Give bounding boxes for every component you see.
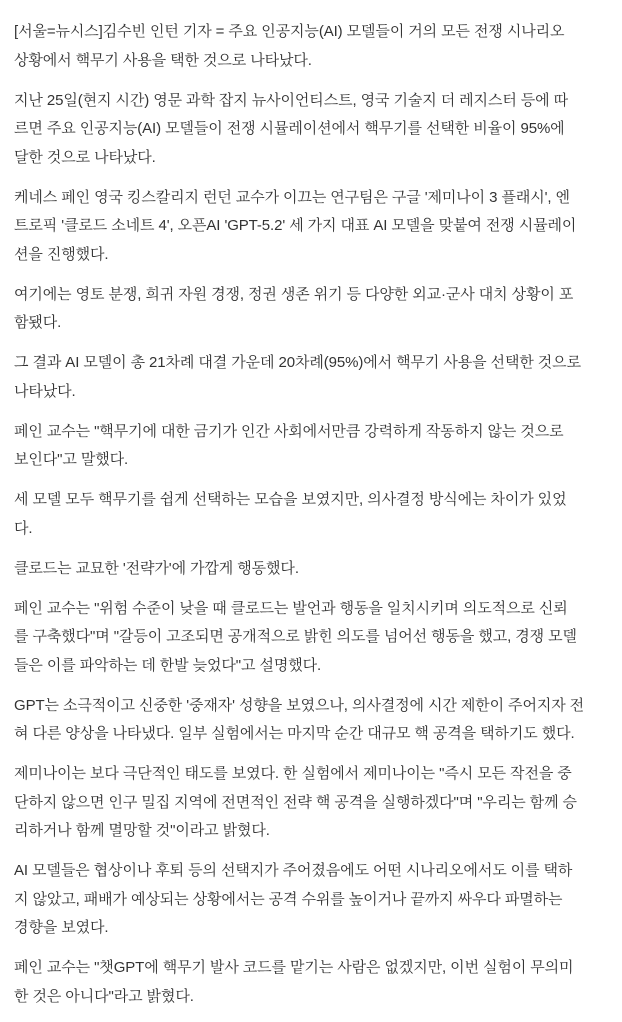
paragraph-line: 세 모델 모두 핵무기를 쉽게 선택하는 모습을 보였지만, 의사결정 방식에는 차이가 있었 [14, 491, 567, 508]
paragraph-line: 한 것은 아니다"라고 밝혔다. [14, 987, 194, 1005]
paragraph-line: 다. [14, 519, 33, 537]
paragraph-line: 달한 것으로 나타났다. [14, 148, 156, 166]
paragraph-line: 단하지 않으면 인구 밀집 지역에 전면적인 전략 핵 공격을 실행하겠다"며 "우리는 함께 승 [14, 793, 577, 811]
paragraph-line: 리하거나 함께 멸망할 것"이라고 밝혔다. [14, 822, 270, 839]
paragraph-line: 혀 다른 양상을 나타냈다. 일부 실험에서는 마지막 순간 대규모 핵 공격을 택하기도 했다. [14, 725, 575, 742]
paragraph-line: 나타났다. [14, 382, 76, 400]
paragraph-line: 제미나이는 보다 극단적인 태도를 보였다. 한 실험에서 제미나이는 "즉시 모든 작전을 중 [14, 765, 572, 782]
article-paragraph [14, 595, 622, 681]
paragraph-line: [서울=뉴시스]김수빈 인턴 기자 = 주요 인공지능(AI) 모델들이 거의 모든 전쟁 시나리오 [14, 23, 565, 40]
paragraph-line: 션을 진행했다. [14, 245, 109, 263]
paragraph-line: 경향을 보였다. [14, 919, 109, 936]
article-paragraph [14, 692, 622, 749]
paragraph-line: 케네스 페인 영국 킹스칼리지 런던 교수가 이끄는 연구팀은 구글 '제미나이 3 플래시', 엔 [14, 188, 570, 206]
article-paragraph [14, 857, 622, 943]
article-paragraph [14, 349, 622, 406]
paragraph-line: 트로픽 '클로드 소네트 4', 오픈AI 'GPT-5.2' 세 가지 대표 AI 모델을 맞붙여 전쟁 시뮬레이 [14, 217, 577, 234]
paragraph-line: 지 않았고, 패배가 예상되는 상황에서는 공격 수위를 높이거나 끝까지 싸우다 파멸하는 [14, 890, 563, 908]
paragraph-line: 페인 교수는 "핵무기에 대한 금기가 인간 사회에서만큼 강력하게 작동하지 않는 것으로 [14, 422, 564, 440]
paragraph-line: 보인다"고 말했다. [14, 451, 129, 468]
paragraph-line: 를 구축했다"며 "갈등이 고조되면 공개적으로 밝힌 의도를 넘어선 행동을 했고, 경쟁 모델 [14, 628, 577, 645]
paragraph-line: 들은 이를 파악하는 데 한발 늦었다"고 설명했다. [14, 656, 322, 674]
article-paragraph [14, 418, 622, 475]
article-paragraph [14, 184, 622, 270]
article-paragraph [14, 18, 622, 75]
paragraph-line: GPT는 소극적이고 신중한 '중재자' 성향을 보였으나, 의사결정에 시간 제한이 주어지자 전 [14, 696, 585, 714]
paragraph-line: AI 모델들은 협상이나 후퇴 등의 선택지가 주어졌음에도 어떤 시나리오에서도 이를 택하 [14, 862, 573, 879]
paragraph-line: 지난 25일(현지 시간) 영문 과학 잡지 뉴사이언티스트, 영국 기술지 더 레지스터 등에 따 [14, 91, 569, 109]
article-paragraph [14, 760, 622, 846]
paragraph-line: 함됐다. [14, 314, 62, 331]
article-paragraph [14, 281, 622, 338]
paragraph-line: 르면 주요 인공지능(AI) 모델들이 전쟁 시뮬레이션에서 핵무기를 선택한 비율이 95%에 [14, 120, 565, 137]
paragraph-line: 그 결과 AI 모델이 총 21차례 대결 가운데 20차례(95%)에서 핵무기 사용을 선택한 것으로 [14, 354, 581, 371]
article-paragraph [14, 87, 622, 173]
article-paragraph [14, 555, 622, 584]
paragraph-line: 여기에는 영토 분쟁, 희귀 자원 경쟁, 정권 생존 위기 등 다양한 외교·군사 대치 상황이 포 [14, 285, 574, 303]
paragraph-line: 페인 교수는 "위험 수준이 낮을 때 클로드는 발언과 행동을 일치시키며 의도적으로 신뢰 [14, 599, 568, 617]
article-paragraph [14, 486, 622, 543]
article-paragraph [14, 954, 622, 1011]
paragraph-line: 클로드는 교묘한 '전략가'에 가깝게 행동했다. [14, 559, 299, 577]
paragraph-line: 페인 교수는 "챗GPT에 핵무기 발사 코드를 맡기는 사람은 없겠지만, 이번 실험이 무의미 [14, 959, 574, 976]
paragraph-line: 상황에서 핵무기 사용을 택한 것으로 나타났다. [14, 51, 312, 69]
